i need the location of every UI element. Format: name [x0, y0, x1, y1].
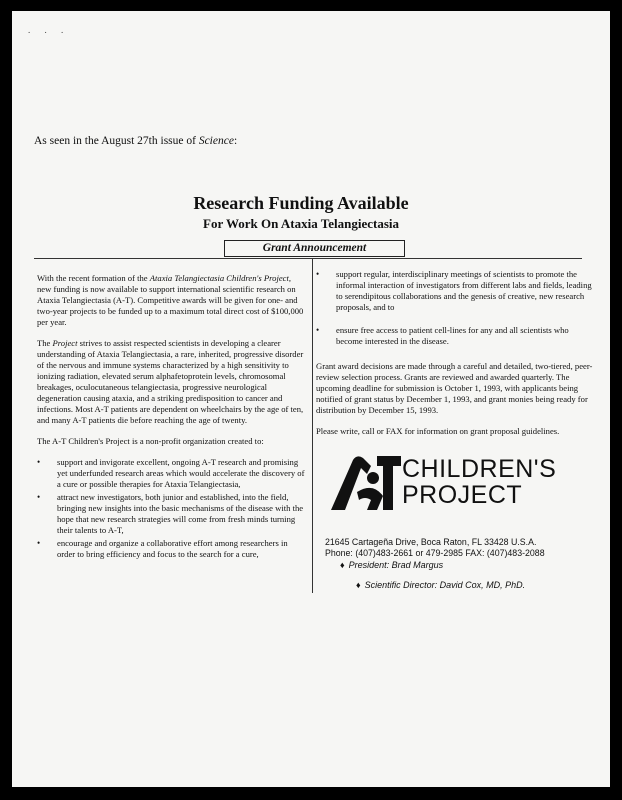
phone-line: Phone: (407)483-2661 or 479-2985 FAX: (407)483-2088	[325, 548, 545, 558]
address-line: 21645 Cartageña Drive, Boca Raton, FL 33428 U.S.A.	[325, 537, 537, 547]
contact-paragraph: Please write, call or FAX for information on grant proposal guidelines.	[316, 426, 560, 436]
list-item: • ensure free access to patient cell-lines for any and all scientists who become interested in the disease.	[316, 325, 596, 347]
list-item: • support and invigorate excellent, ongoing A-T research and promising yet underfunded research areas which would accelerate the discovery of a cure or possible therapies for Ataxia Telangiectasia,	[37, 457, 307, 490]
list-item: • encourage and organize a collaborative effort among researchers in order to bring efficiency and focus to the search for a cure,	[37, 538, 307, 560]
logo-a-mark	[331, 456, 371, 510]
logo-line-project: PROJECT	[402, 481, 523, 509]
column-divider	[312, 258, 313, 593]
grant-announcement-box: Grant Announcement	[224, 240, 405, 257]
purpose-paragraph: The A-T Children's Project is a non-profit organization created to:	[37, 436, 264, 446]
diamond-bullet: ♦	[340, 560, 345, 570]
headline: Research Funding Available	[193, 193, 409, 213]
purpose-list	[37, 457, 307, 560]
source-line: As seen in the August 27th issue of Science:	[34, 135, 238, 147]
contact-block	[325, 537, 600, 559]
subheadline: For Work On Ataxia Telangiectasia	[203, 216, 399, 231]
left-column	[37, 273, 307, 562]
scan-specks: . . .	[28, 25, 70, 35]
right-column	[316, 269, 596, 447]
logo-figure	[357, 488, 383, 510]
list-item: • support regular, interdisciplinary meetings of scientists to promote the informal interaction of investigators from different labs and fields, leading to serendipitous collaborations and the genesis of creative, new research proposals, and to	[316, 269, 596, 313]
list-item: • attract new investigators, both junior and established, into the field, bringing new insights into the basic mechanisms of the disease with the hope that new research strategies will come from fresh minds turning their talents to A-T,	[37, 492, 307, 536]
purpose-list-continued	[316, 269, 596, 347]
logo-t-mark	[377, 456, 401, 510]
intro-paragraph: With the recent formation of the Ataxia Telangiectasia Children's Project, new funding is now available to support international scientific research on Ataxia Telangiectasia (A-T). Competitive awards will be given for one- and two-year projects to be funded up to a maximum total direct cost of $100,000 per year.	[37, 273, 304, 327]
horizontal-divider	[34, 258, 582, 259]
president-line: ♦ President: Brad Margus	[340, 560, 444, 570]
logo-head-dot	[367, 472, 379, 484]
logo-line-childrens: CHILDREN'S	[402, 455, 557, 483]
scientific-director-line: ♦ Scientific Director: David Cox, MD, PhD.	[356, 580, 526, 590]
journal-name: Science	[198, 135, 234, 147]
project-paragraph: The Project strives to assist respected scientists in developing a clearer understanding of Ataxia Telangiectasia, a rare, inherited, progressive disorder of the nervous and immune systems characterized by a high sensitivity to ionizing radiation, elevated serum alphafetoprotein levels, chromosomal breakages, oculocutaneous telangiectasia, progressive neurological degeneration causing ataxia, and a striking predisposition to cancer and infections. Most A-T patients are dependent on wheelchairs by the age of ten, and many A-T patients die before reaching the age of twenty.	[37, 338, 304, 425]
diamond-bullet: ♦	[356, 580, 361, 590]
award-paragraph: Grant award decisions are made through a careful and detailed, two-tiered, peer-review selection process. Grants are reviewed and awarded quarterly. The upcoming deadline for submission is October 1, 1993, with applicants being notified of grant status by December 1, 1993, and grant monies being ready for distribution by December 15, 1993.	[316, 361, 593, 415]
